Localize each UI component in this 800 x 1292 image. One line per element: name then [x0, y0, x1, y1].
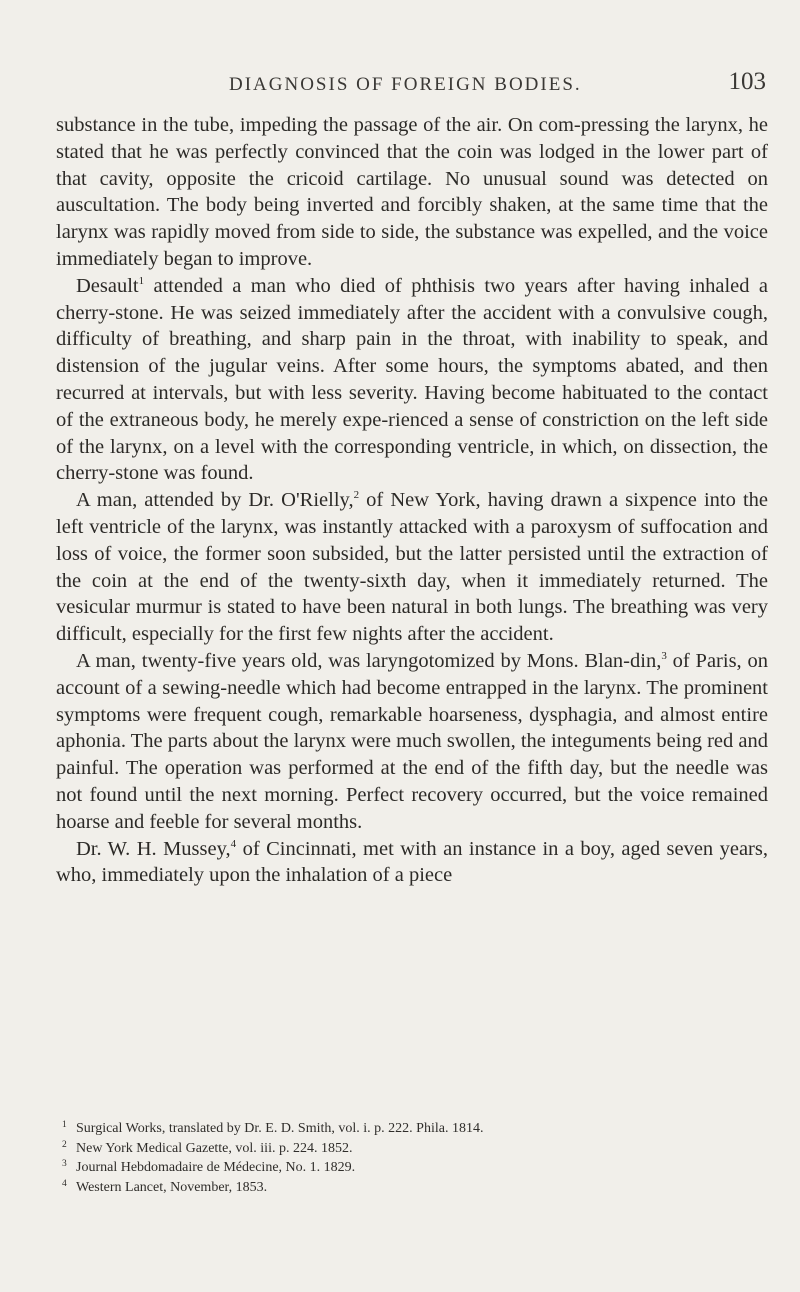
- footnote-ref[interactable]: 2: [353, 489, 360, 502]
- footnote-text: Journal Hebdomadaire de Médecine, No. 1. 1829.: [76, 1160, 356, 1175]
- footnote-ref[interactable]: 3: [661, 650, 667, 663]
- footnote-text: Surgical Works, translated by Dr. E. D. Smith, vol. i. p. 222. Phila. 1814.: [76, 1121, 484, 1136]
- footnote-ref[interactable]: 1: [138, 274, 145, 287]
- footnote-number: 2: [62, 1139, 67, 1150]
- page-number: 103: [728, 68, 766, 95]
- footnote-text: Western Lancet, November, 1853.: [76, 1179, 268, 1195]
- footnote: [56, 1158, 768, 1178]
- footnotes: [56, 1119, 768, 1197]
- footnote-ref[interactable]: 4: [230, 837, 237, 850]
- paragraph: substance in the tube, impeding the passage of the air. On com-pressing the larynx, he stated that he was perfectly convinced that the coin was lodged in the lower part of that cavity, opposite the cricoid cartilage. No unusual sound was detected on auscultation. The body being inverted and forcibly shaken, at the same time that the larynx was rapidly moved from side to side, the substance was expelled, and the voice immediately began to improve.: [56, 114, 768, 270]
- paragraph: A man, twenty-five years old, was laryngotomized by Mons. Blan-din,$^3$ of Paris, on account of a sewing-needle which had become entrapped in the larynx. The prominent symptoms were frequent cough, remarkable hoarseness, dysphagia, and almost entire aphonia. The parts about the larynx were much swollen, the integuments being red and painful. The operation was performed at the end of the fifth day, but the needle was not found until the next morning. Perfect recovery occurred, but the voice remained hoarse and feeble for several months.: [56, 649, 769, 833]
- footnote: [56, 1178, 768, 1198]
- paragraph: A man, attended by Dr. O'Rielly,$^2$ of New York, having drawn a sixpence into the left ventricle of the larynx, was instantly attacked with a paroxysm of suffocation and loss of voice, the former soon subsided, but the latter persisted until the extraction of the coin at the end of the twenty-sixth day, when it immediately returned. The vesicular murmur is stated to have been natural in both lungs. The breathing was very difficult, especially for the first few nights after the accident.: [56, 489, 768, 646]
- running-title: DIAGNOSIS OF FOREIGN BODIES.: [229, 74, 582, 95]
- paragraph: Dr. W. H. Mussey,$^4$ of Cincinnati, met with an instance in a boy, aged seven years, who, immediately upon the inhalation of a piece: [56, 837, 768, 887]
- paragraph: Desault$^1$ attended a man who died of phthisis two years after having inhaled a cherry-stone. He was seized immediately after the accident with a convulsive cough, difficulty of breathing, and sharp pain in the throat, with inability to speak, and distension of the jugular veins. After some hours, the symptoms abated, and then recurred at intervals, but with less severity. Having become habituated to the contact of the extraneous body, he merely expe-rienced a sense of constriction on the left side of the larynx, on a level with the corresponding ventricle, in which, on dissection, the cherry-stone was found.: [56, 274, 768, 485]
- footnote-text: New York Medical Gazette, vol. iii. p. 224. 1852.: [76, 1140, 353, 1156]
- footnote-number: 4: [62, 1178, 67, 1189]
- footnote-number: 3: [62, 1159, 67, 1169]
- footnote: [56, 1139, 768, 1159]
- body-text: [56, 112, 768, 889]
- footnote-number: 1: [62, 1120, 67, 1130]
- running-header: [54, 68, 766, 104]
- footnote: [56, 1119, 768, 1139]
